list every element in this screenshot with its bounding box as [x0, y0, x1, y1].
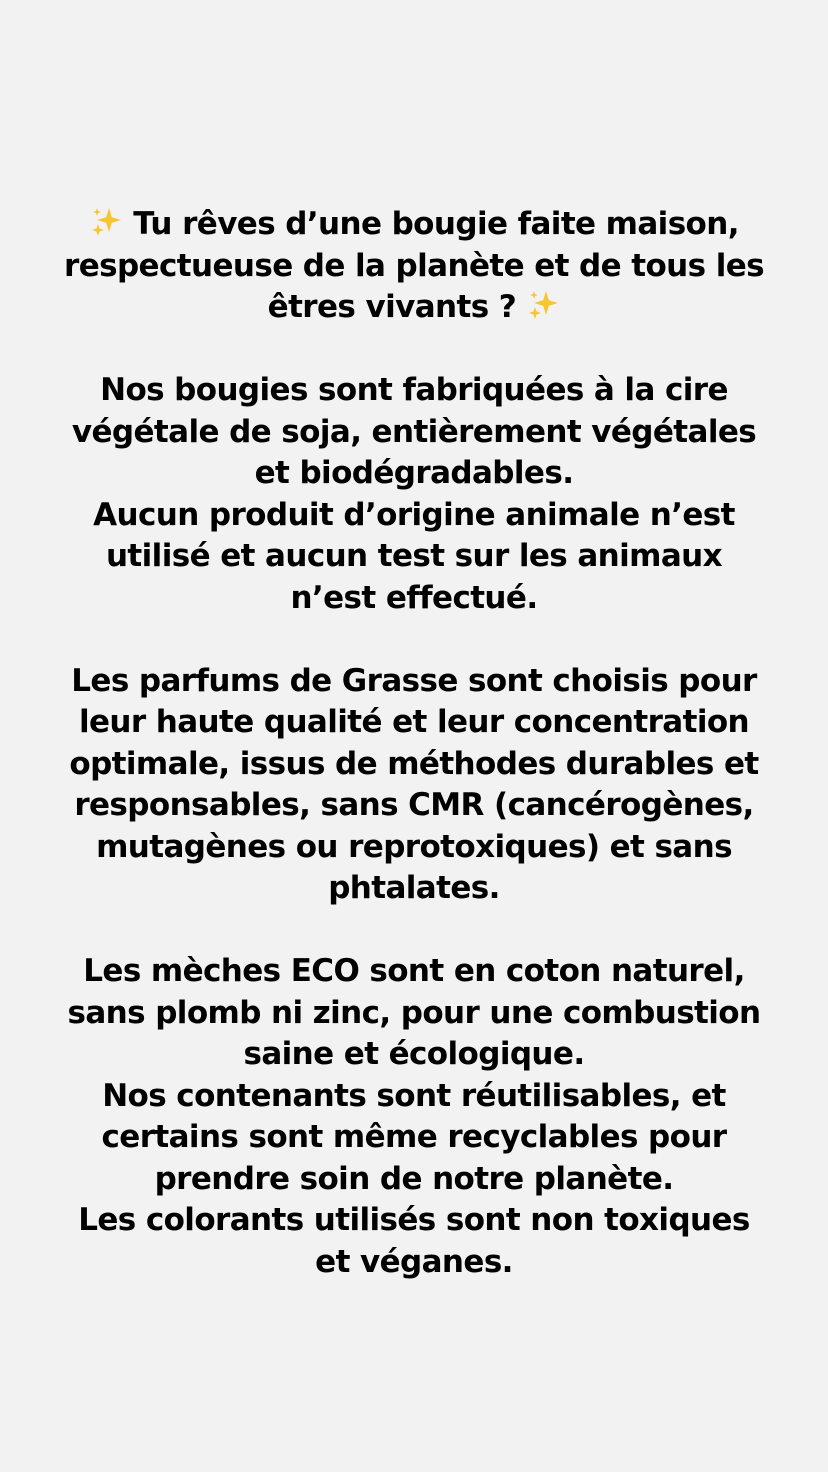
perfume-line: optimale, issus de méthodes durables et: [69, 745, 759, 782]
perfume-line: phtalates.: [328, 870, 500, 906]
intro-text-3: êtres vivants ?: [267, 289, 517, 325]
wick-container-paragraph: [30, 951, 798, 1283]
colorant-line: et véganes.: [315, 1243, 513, 1280]
intro-line-3: [30, 287, 798, 329]
perfume-line: responsables, sans CMR (cancérogènes,: [74, 787, 754, 823]
perfume-paragraph: [30, 661, 798, 910]
wax-line: utilisé et aucun test sur les animaux: [105, 538, 723, 574]
wick-line: saine et écologique.: [243, 1036, 585, 1072]
intro-line-2: respectueuse de la planète et de tous les: [64, 247, 764, 284]
wax-line: et biodégradables.: [254, 455, 574, 491]
wax-line: n’est effectué.: [290, 579, 538, 616]
perfume-line: leur haute qualité et leur concentration: [78, 704, 750, 740]
wick-line: Les mèches ECO sont en coton naturel,: [83, 953, 745, 989]
wax-line: végétale de soja, entièrement végétales: [71, 413, 757, 450]
wax-line: Nos bougies sont fabriquées à la cire: [100, 372, 728, 408]
colorant-line: Les colorants utilisés sont non toxiques: [78, 1202, 750, 1238]
story-text-block: [30, 204, 798, 1283]
perfume-line: mutagènes ou reprotoxiques) et sans: [96, 828, 732, 865]
container-line: certains sont même recyclables pour: [101, 1119, 727, 1155]
perfume-line: Les parfums de Grasse sont choisis pour: [71, 662, 757, 699]
sparkles-icon: [89, 205, 123, 239]
sparkles-icon: [526, 288, 560, 322]
intro-text-1: Tu rêves d’une bougie faite maison,: [133, 206, 739, 242]
container-line: Nos contenants sont réutilisables, et: [102, 1077, 726, 1114]
wax-line: Aucun produit d’origine animale n’est: [93, 496, 735, 533]
container-line: prendre soin de notre planète.: [154, 1160, 674, 1197]
wax-paragraph: [30, 370, 798, 619]
wick-line: sans plomb ni zinc, pour une combustion: [67, 994, 761, 1031]
intro-paragraph: [30, 204, 798, 329]
intro-line-1: [30, 204, 798, 246]
